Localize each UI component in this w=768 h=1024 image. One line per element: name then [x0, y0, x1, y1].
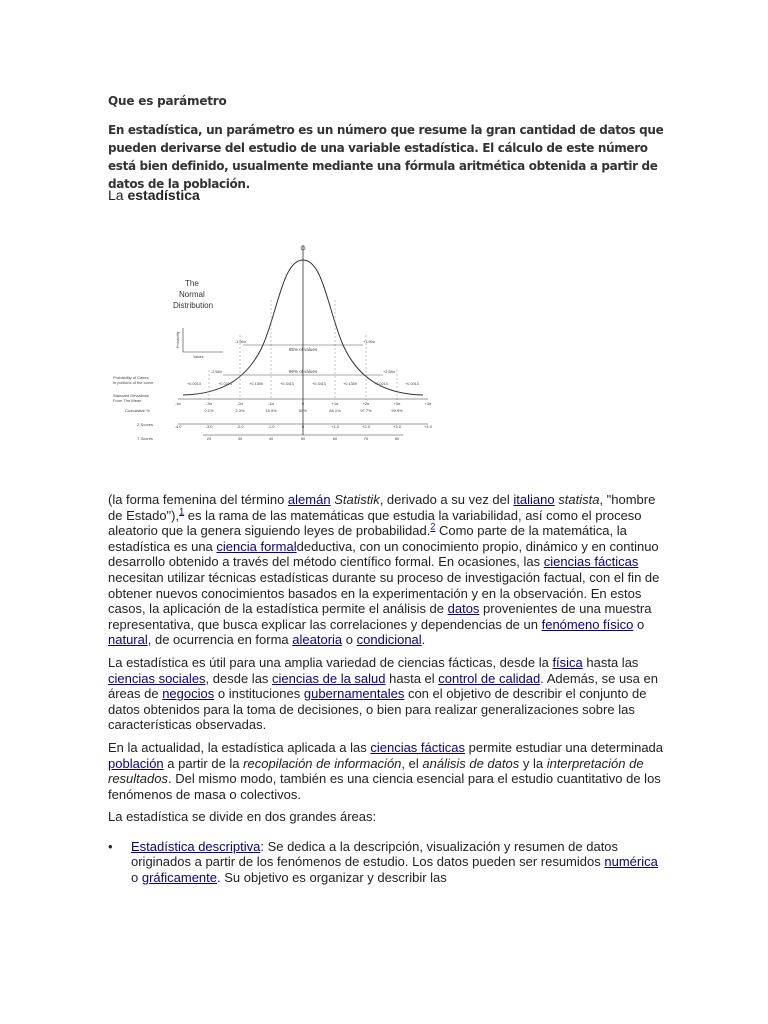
- link-condicional[interactable]: condicional: [356, 632, 422, 648]
- z-row-value: 0: [301, 424, 305, 429]
- cases-row-value: +0.3413: [280, 382, 294, 386]
- text: a partir de la: [163, 755, 244, 771]
- t-row: [207, 436, 400, 441]
- link-ciencias-facticas-2[interactable]: ciencias fácticas: [370, 739, 465, 755]
- z-row-value: -4.0: [174, 424, 182, 429]
- cum-row-value: 15.9%: [265, 408, 277, 413]
- link-aleatoria[interactable]: aleatoria: [292, 632, 343, 648]
- t-row-value: 70: [363, 436, 369, 441]
- footnote-1[interactable]: 1: [179, 506, 185, 517]
- z-row: [175, 424, 433, 429]
- cases-label-2: in portions of the curve: [113, 380, 154, 385]
- text: o instituciones: [214, 686, 304, 702]
- normal-distribution-figure: [113, 240, 443, 450]
- cum-row-value: 99.9%: [391, 408, 403, 413]
- paragraph-3: [108, 740, 663, 802]
- text: . Del mismo modo, también es una ciencia esencial para el estudio cuantitativo de los fenómenos de masa o colectivos.: [108, 771, 661, 802]
- link-aleman[interactable]: alemán: [287, 492, 331, 507]
- link-ciencias-sociales[interactable]: ciencias sociales: [108, 670, 206, 686]
- bullet-icon: •: [108, 838, 113, 854]
- heading: Que es parámetro: [108, 94, 227, 108]
- sd-row-value: -2σ: [236, 401, 244, 406]
- cases-row-value: +0.0214: [218, 382, 232, 386]
- sigma-pos-1-96: +1.96σ: [363, 340, 375, 344]
- link-ciencias-facticas[interactable]: ciencias fácticas: [543, 554, 639, 570]
- areas-list: [108, 839, 663, 886]
- values-label: Values: [193, 355, 204, 359]
- italic-term: recopilación de información: [243, 755, 402, 771]
- italic-term: statista: [558, 492, 600, 507]
- cum-row-value: 0.1%: [204, 408, 214, 413]
- t-row-value: 60: [332, 436, 338, 441]
- cases-row-value: +0.1359: [343, 382, 357, 386]
- footnote-2[interactable]: 2: [430, 521, 436, 532]
- z-row-value: +1.0: [331, 424, 339, 429]
- text: es la rama de las matemáticas que estudia la variabilidad, así como el proceso aleatorio que la genera siguiendo leyes de probabilidad.: [108, 507, 642, 539]
- sd-row-value: +4σ: [424, 401, 432, 406]
- t-row-value: 50: [300, 436, 306, 441]
- cumulative-label: Cumulative %: [125, 408, 150, 413]
- text: , de ocurrencia en forma: [147, 632, 293, 648]
- z-row-value: +2.0: [362, 424, 370, 429]
- text: o: [342, 632, 357, 648]
- text: , "hombre de Estado"),: [108, 492, 656, 523]
- pct-95-label: 95% of values: [288, 347, 318, 352]
- text: .: [421, 632, 426, 648]
- link-control-calidad[interactable]: control de calidad: [438, 670, 541, 686]
- z-row-value: -2.0: [236, 424, 244, 429]
- text: En la actualidad, la estadística aplicada a las: [108, 739, 371, 755]
- text: provenientes de una muestra representativa, que busca explicar las correlaciones y dependencias de un: [108, 601, 652, 632]
- link-natural[interactable]: natural: [108, 632, 148, 648]
- link-italiano[interactable]: italiano: [513, 492, 555, 507]
- intro-paragraph: En estadística, un parámetro es un número que resume la gran cantidad de datos que pueden derivarse del estudio de una variable estadística. El cálculo de este número está bien definido, usualmente mediante una fórmula aritmética obtenida a partir de datos de la población.: [108, 123, 664, 191]
- sd-label-1: Standard Deviations: [113, 393, 150, 398]
- text: (la forma femenina del término: [108, 492, 288, 507]
- text: permite estudiar una determinada: [465, 739, 664, 755]
- probability-label: Probability: [176, 331, 180, 348]
- text: con el objetivo de describir el conjunto de datos obtenidos para la toma de decisiones, o bien para realizar generalizaciones sobre las características observadas.: [108, 686, 647, 733]
- sd-row-value: -1σ: [267, 401, 275, 406]
- paragraph-2: [108, 655, 663, 733]
- link-graficamente[interactable]: gráficamente: [141, 870, 217, 886]
- text: y la: [519, 755, 547, 771]
- cases-row-value: +0.0013: [405, 382, 419, 386]
- link-fenomeno-fisico[interactable]: fenómeno físico: [541, 616, 634, 632]
- text: Como parte de la matemática, la estadística es una: [108, 523, 627, 554]
- z-row-value: +4.0: [424, 424, 432, 429]
- subheading-bold: estadística: [127, 187, 200, 203]
- link-negocios[interactable]: negocios: [162, 686, 215, 702]
- link-gubernamentales[interactable]: gubernamentales: [303, 686, 405, 702]
- link-fisica[interactable]: física: [552, 654, 583, 670]
- link-ciencias-salud[interactable]: ciencias de la salud: [272, 670, 386, 686]
- z-row-value: -1.0: [267, 424, 275, 429]
- text: . Además, se usa en áreas de: [108, 670, 658, 702]
- subheading: [108, 187, 200, 203]
- cum-row-value: 2.3%: [235, 408, 245, 413]
- link-estadistica-descriptiva[interactable]: Estadística descriptiva: [131, 838, 261, 854]
- text: hasta las: [582, 654, 639, 670]
- cases-row-value: +0.0013: [187, 382, 201, 386]
- link-datos[interactable]: datos: [447, 601, 480, 617]
- sigma-neg-2-58: -2.58σ: [211, 370, 222, 374]
- paragraph-4: La estadística se divide en dos grandes áreas:: [108, 809, 377, 825]
- cases-row-value: +0.0214: [374, 382, 388, 386]
- text: hasta el: [385, 670, 439, 686]
- cases-row-value: +0.3413: [312, 382, 326, 386]
- sd-row-value: 0: [301, 401, 305, 406]
- text: , el: [401, 755, 423, 771]
- mini-axes: [183, 328, 223, 352]
- text: , desde las: [205, 670, 273, 686]
- text: La estadística es útil para una amplia variedad de ciencias fácticas, desde la: [108, 654, 553, 670]
- link-ciencia-formal[interactable]: ciencia formal: [216, 538, 297, 554]
- text: necesitan utilizar técnicas estadísticas durante su proceso de investigación factual, con el fin de obtener nuevos conocimientos basados en la experimentación y en la observación. En estos casos, la aplicación de la estadística permite el análisis de: [108, 569, 660, 617]
- paragraph-1: [108, 492, 663, 648]
- cum-row-value: 84.1%: [329, 408, 341, 413]
- link-poblacion[interactable]: población: [108, 755, 164, 771]
- text: deductiva, con un conocimiento propio, dinámico y en continuo desarrollo obtenido a través del método científico formal. En ocasiones, las: [108, 538, 659, 570]
- italic-term: Statistik: [334, 492, 380, 507]
- z-row-value: -3.0: [205, 424, 213, 429]
- figure-title-line-2: Normal: [179, 290, 205, 299]
- cum-row-value: 50%: [298, 408, 308, 413]
- figure-title-line-1: The: [185, 279, 199, 288]
- subheading-prefix: La: [108, 187, 128, 203]
- list-item: [108, 839, 663, 886]
- sd-row-value: -3σ: [205, 401, 213, 406]
- text: o: [633, 616, 645, 632]
- sd-row-value: +1σ: [331, 401, 339, 406]
- figure-title-line-3: Distribution: [173, 301, 214, 310]
- t-row-value: 30: [237, 436, 243, 441]
- link-numerica[interactable]: numérica: [604, 854, 658, 870]
- article-body: [108, 492, 663, 886]
- sigma-pos-2-58: +2.58σ: [383, 370, 395, 374]
- cases-row-value: +0.1359: [249, 382, 263, 386]
- sigma-neg-1-96: -1.96σ: [235, 340, 246, 344]
- cumulative-row: [204, 408, 403, 413]
- sd-row: [175, 401, 432, 406]
- z-row-value: +3.0: [393, 424, 401, 429]
- cases-label-1: Probability of Cases: [113, 375, 149, 380]
- text: . Su objetivo es organizar y describir las: [217, 870, 447, 886]
- text: : Se dedica a la descripción, visualización y resumen de datos originados a partir de los fenómenos de estudio. Los datos pueden ser resumidos: [131, 838, 619, 870]
- pct-99-label: 99% of values: [288, 369, 318, 374]
- sd-row-value: +3σ: [393, 401, 401, 406]
- t-label: T Scores: [137, 436, 153, 441]
- cum-row-value: 97.7%: [360, 408, 372, 413]
- sd-label-2: From The Mean: [113, 398, 142, 403]
- sd-row-value: +2σ: [362, 401, 370, 406]
- t-row-value: 20: [206, 436, 212, 441]
- text: , derivado a su vez del: [379, 492, 514, 507]
- z-label: Z Scores: [137, 422, 154, 427]
- italic-term: interpretación de resultados: [108, 755, 644, 787]
- italic-term: análisis de datos: [422, 755, 520, 771]
- text: o: [131, 870, 142, 886]
- t-row-value: 80: [394, 436, 400, 441]
- t-row-value: 40: [268, 436, 274, 441]
- sd-row-value: -4σ: [174, 401, 182, 406]
